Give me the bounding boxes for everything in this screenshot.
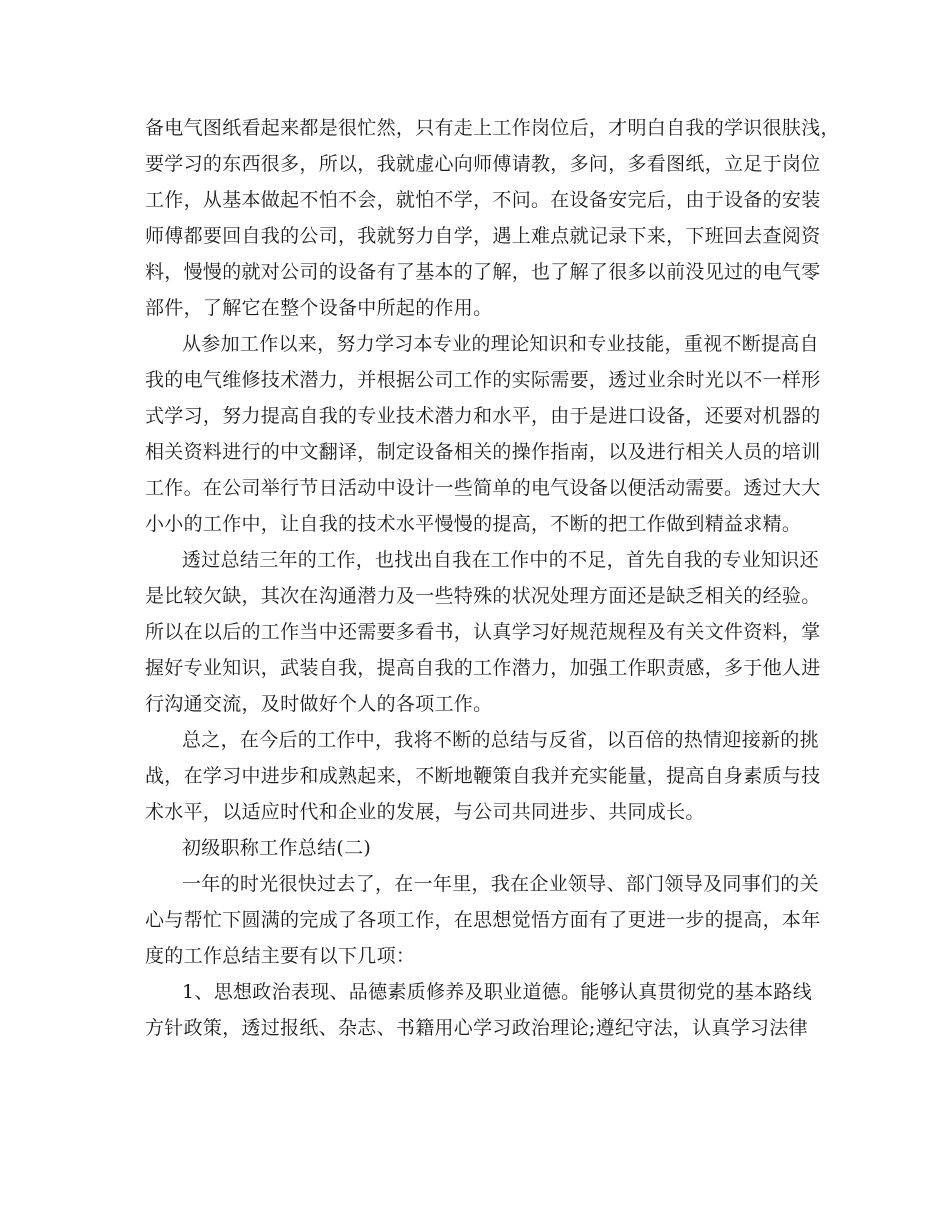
text-line: 要学习的东西很多，所以，我就虚心向师傅请教，多问，多看图纸，立足于岗位 [145, 153, 821, 175]
text-line: 所以在以后的工作当中还需要多看书，认真学习好规范规程及有关文件资料，掌 [145, 621, 821, 643]
text-line: 行沟通交流，及时做好个人的各项工作。 [145, 693, 493, 715]
text-line: 战，在学习中进步和成熟起来，不断地鞭策自我并充实能量，提高自身素质与技 [145, 765, 821, 787]
text-line: 工作，从基本做起不怕不会，就怕不学，不问。在设备安完后，由于设备的安装 [145, 189, 821, 211]
paragraph-first-line: 1、思想政治表现、品德素质修养及职业道德。能够认真贯彻党的基本路线 [182, 981, 812, 1003]
text-line: 相关资料进行的中文翻译，制定设备相关的操作指南，以及进行相关人员的培训 [145, 441, 821, 463]
paragraph-first-line: 总之，在今后的工作中，我将不断的总结与反省，以百倍的热情迎接新的挑 [182, 729, 819, 751]
text-line: 握好专业知识，武装自我，提高自我的工作潜力，加强工作职责感，多于他人进 [145, 657, 821, 679]
text-line: 度的工作总结主要有以下几项： [145, 945, 416, 967]
paragraph-first-line: 从参加工作以来，努力学习本专业的理论知识和专业技能，重视不断提高自 [182, 333, 819, 355]
text-line: 我的电气维修技术潜力，并根据公司工作的实际需要，透过业余时光以不一样形 [145, 369, 821, 391]
text-line: 方针政策，透过报纸、杂志、书籍用心学习政治理论;遵纪守法，认真学习法律 [145, 1017, 808, 1039]
text-line: 心与帮忙下圆满的完成了各项工作，在思想觉悟方面有了更进一步的提高，本年 [145, 909, 821, 931]
text-line: 师傅都要回自我的公司，我就努力自学，遇上难点就记录下来，下班回去查阅资 [145, 225, 821, 247]
section-heading: 初级职称工作总结(二) [182, 837, 372, 859]
text-line: 部件，了解它在整个设备中所起的作用。 [145, 297, 493, 319]
text-line: 料，慢慢的就对公司的设备有了基本的了解，也了解了很多以前没见过的电气零 [145, 261, 821, 283]
text-line: 备电气图纸看起来都是很忙然，只有走上工作岗位后，才明白自我的学识很肤浅， [145, 117, 840, 139]
text-line: 术水平，以适应时代和企业的发展，与公司共同进步、共同成长。 [145, 801, 705, 823]
paragraph-first-line: 透过总结三年的工作，也找出自我在工作中的不足，首先自我的专业知识还 [182, 549, 819, 571]
paragraph-first-line: 一年的时光很快过去了，在一年里，我在企业领导、部门领导及同事们的关 [182, 873, 819, 895]
text-line: 小小的工作中，让自我的技术水平慢慢的提高，不断的把工作做到精益求精。 [145, 513, 802, 535]
text-line: 式学习，努力提高自我的专业技术潜力和水平，由于是进口设备，还要对机器的 [145, 405, 821, 427]
text-line: 工作。在公司举行节日活动中设计一些简单的电气设备以便活动需要。透过大大 [145, 477, 821, 499]
text-line: 是比较欠缺，其次在沟通潜力及一些特殊的状况处理方面还是缺乏相关的经验。 [145, 585, 821, 607]
